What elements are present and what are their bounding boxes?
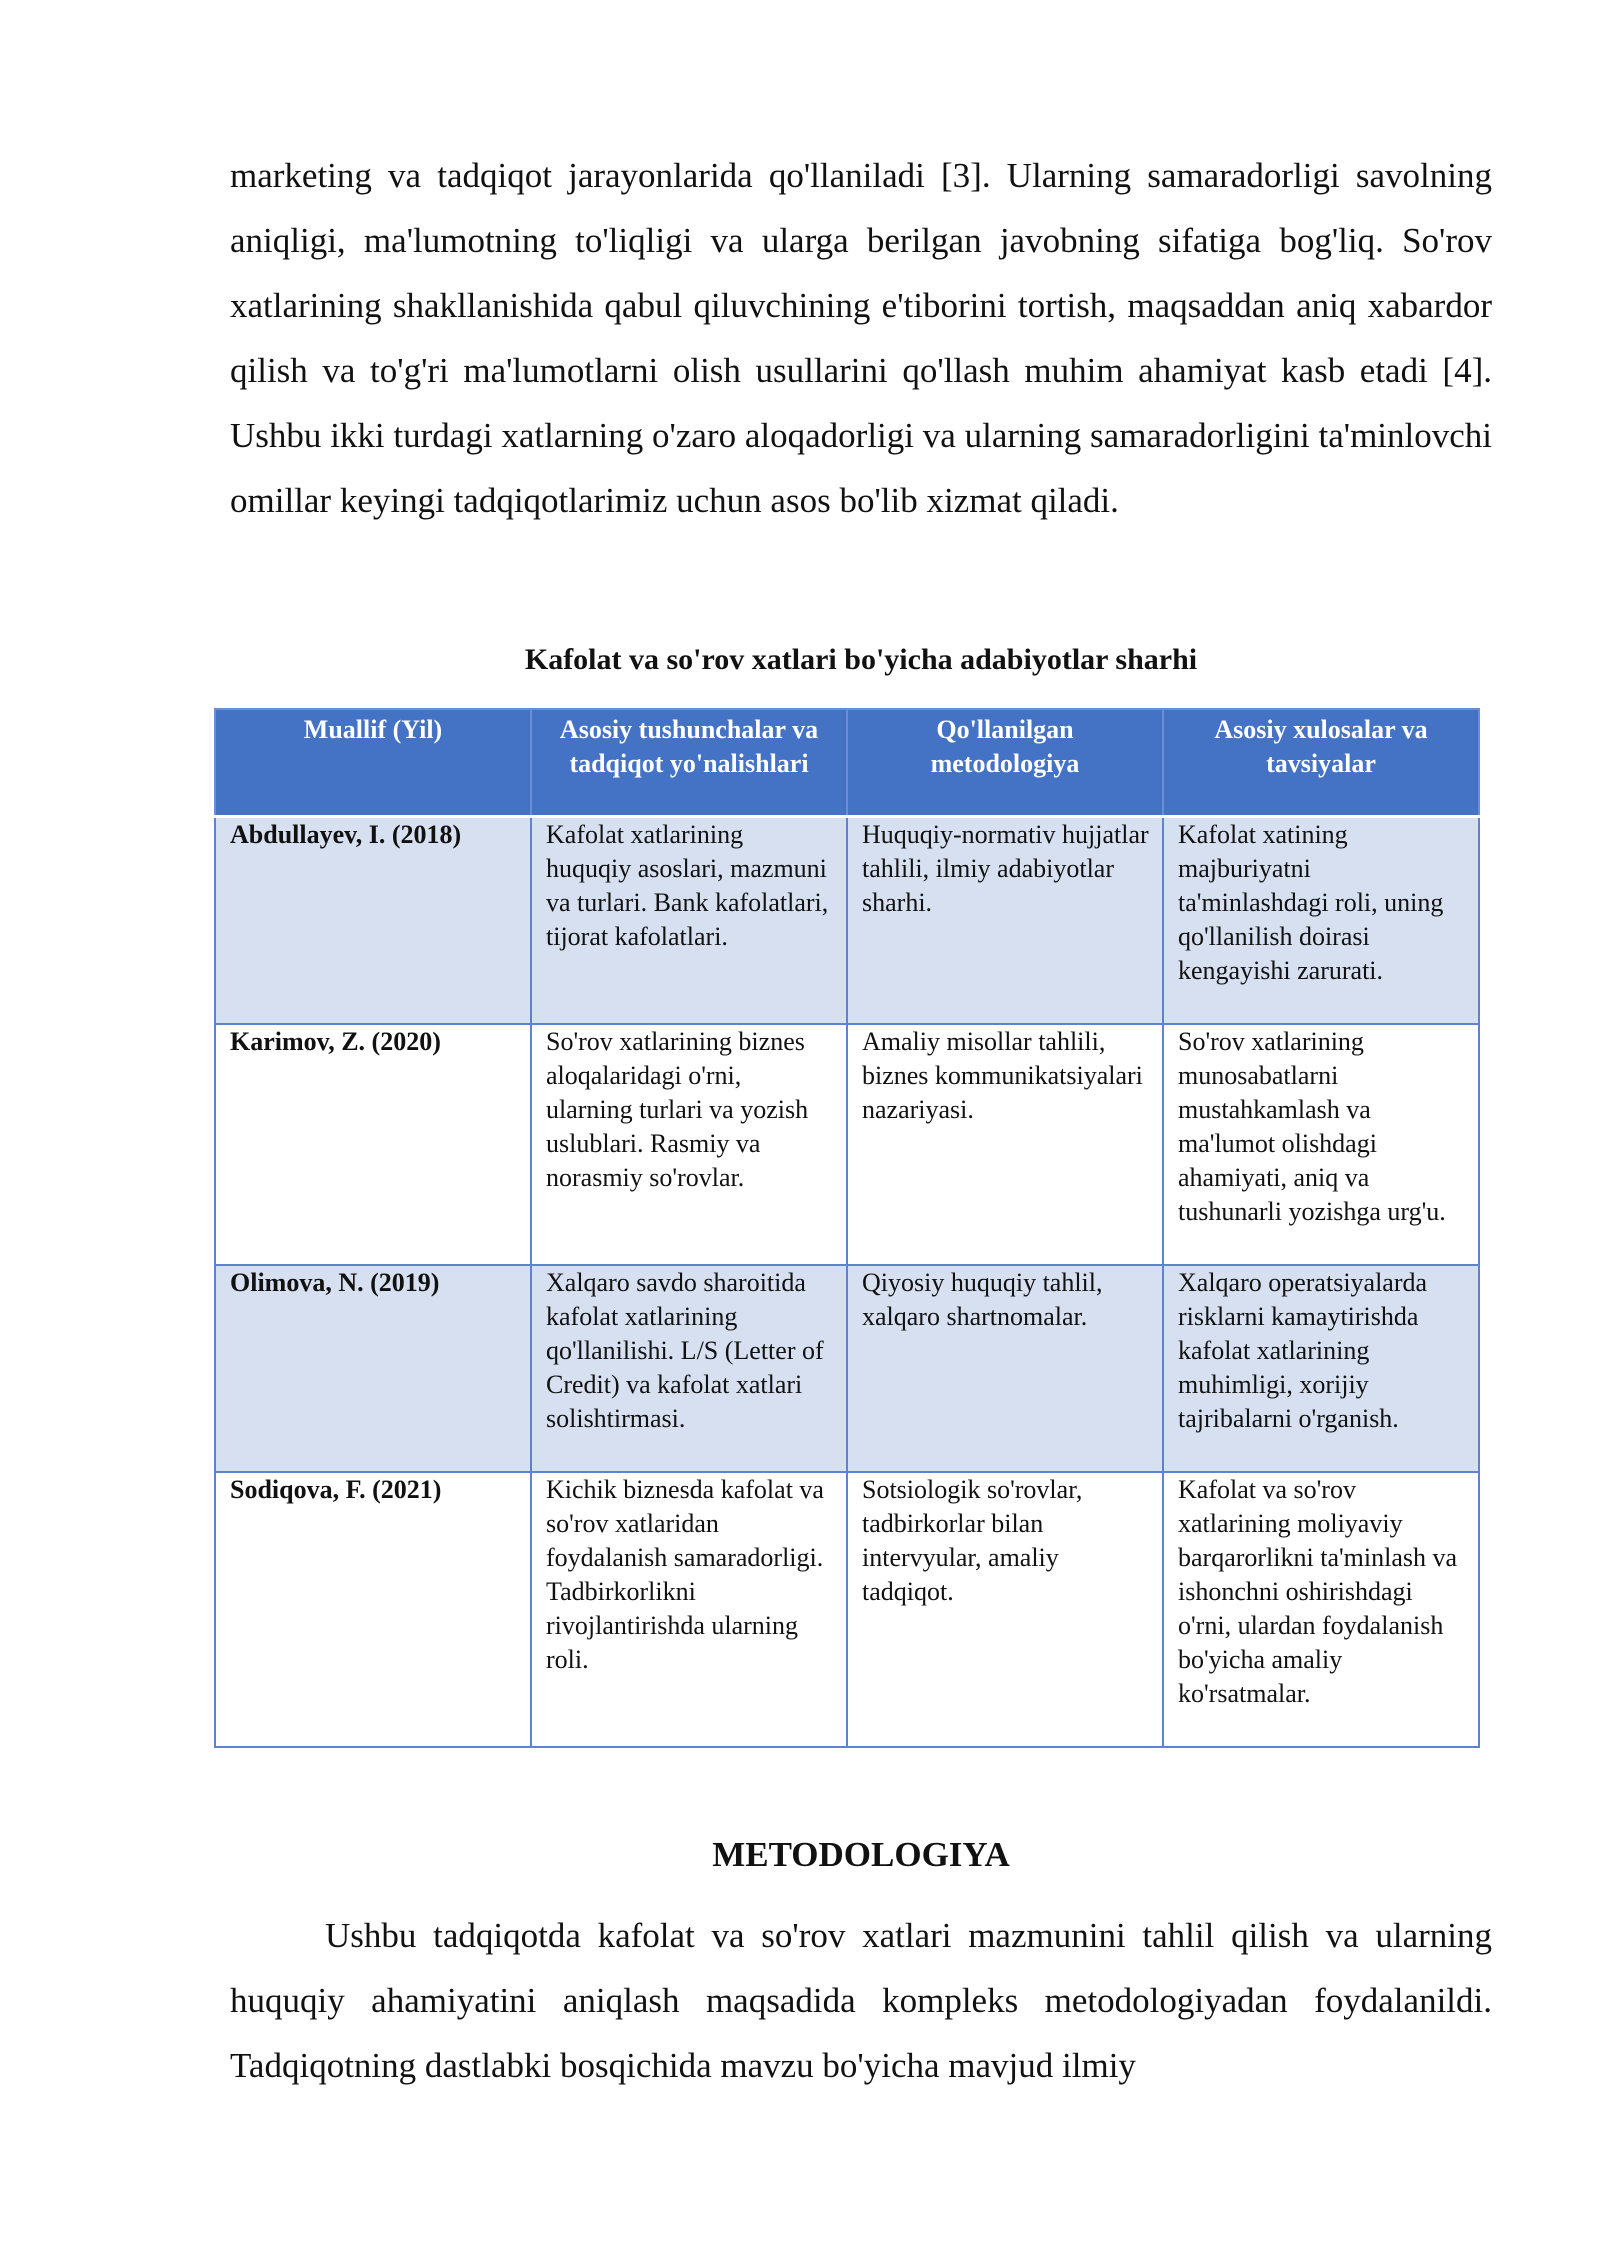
table-row bbox=[215, 1472, 1479, 1747]
header-conclusions: Asosiy xulosalar va tavsiyalar bbox=[1163, 709, 1479, 816]
cell-conclusions: So'rov xatlarining munosabatlarni mustahkamlash va ma'lumot olishdagi ahamiyati, aniq va tushunarli yozishga urg'u. bbox=[1163, 1024, 1479, 1265]
table-caption: Kafolat va so'rov xatlari bo'yicha adabiyotlar sharhi bbox=[524, 643, 1198, 676]
section-heading-methodology: METODOLOGIYA bbox=[712, 1835, 1010, 1874]
table-row bbox=[215, 816, 1479, 1024]
header-author-year: Muallif (Yil) bbox=[215, 709, 531, 816]
header-methodology: Qo'llanilgan metodologiya bbox=[847, 709, 1163, 816]
cell-methodology: Qiyosiy huquqiy tahlil, xalqaro shartnomalar. bbox=[847, 1265, 1163, 1472]
cell-author: Karimov, Z. (2020) bbox=[215, 1024, 531, 1265]
cell-conclusions: Xalqaro operatsiyalarda risklarni kamaytirishda kafolat xatlarining muhimligi, xorijiy tajribalarni o'rganish. bbox=[1163, 1265, 1479, 1472]
cell-methodology: Huquqiy-normativ hujjatlar tahlili, ilmiy adabiyotlar sharhi. bbox=[847, 816, 1163, 1024]
cell-methodology: Amaliy misollar tahlili, biznes kommunikatsiyalari nazariyasi. bbox=[847, 1024, 1163, 1265]
cell-conclusions: Kafolat xatining majburiyatni ta'minlashdagi roli, uning qo'llanilish doirasi kengayishi zarurati. bbox=[1163, 816, 1479, 1024]
cell-concepts: So'rov xatlarining biznes aloqalaridagi o'rni, ularning turlari va yozish uslublari. Rasmiy va norasmiy so'rovlar. bbox=[531, 1024, 847, 1265]
header-concepts: Asosiy tushunchalar va tadqiqot yo'nalishlari bbox=[531, 709, 847, 816]
methodology-paragraph: Ushbu tadqiqotda kafolat va so'rov xatlari mazmunini tahlil qilish va ularning huquqiy ahamiyatini aniqlash maqsadida kompleks metodologiyadan foydalanildi. Tadqiqotning dastlabki bosqichida mavzu bo'yicha mavjud ilmiy bbox=[230, 1916, 1492, 2085]
cell-concepts: Xalqaro savdo sharoitida kafolat xatlarining qo'llanilishi. L/S (Letter of Credit) va kafolat xatlari solishtirmasi. bbox=[531, 1265, 847, 1472]
cell-conclusions: Kafolat va so'rov xatlarining moliyaviy barqarorlikni ta'minlash va ishonchni oshirishdagi o'rni, ulardan foydalanish bo'yicha amaliy ko'rsatmalar. bbox=[1163, 1472, 1479, 1747]
table-row bbox=[215, 1265, 1479, 1472]
cell-concepts: Kichik biznesda kafolat va so'rov xatlaridan foydalanish samaradorligi. Tadbirkorlikni rivojlantirishda ularning roli. bbox=[531, 1472, 847, 1747]
literature-review-table bbox=[214, 708, 1480, 1748]
cell-author: Abdullayev, I. (2018) bbox=[215, 816, 531, 1024]
cell-concepts: Kafolat xatlarining huquqiy asoslari, mazmuni va turlari. Bank kafolatlari, tijorat kafolatlari. bbox=[531, 816, 847, 1024]
table-row bbox=[215, 1024, 1479, 1265]
table-header-row bbox=[215, 709, 1479, 816]
cell-author: Olimova, N. (2019) bbox=[215, 1265, 531, 1472]
intro-paragraph: marketing va tadqiqot jarayonlarida qo'llaniladi [3]. Ularning samaradorligi savolning aniqligi, ma'lumotning to'liqligi va ularga berilgan javobning sifatiga bog'liq. So'rov xatlarining shakllanishida qabul qiluvchining e'tiborini tortish, maqsaddan aniq xabardor qilish va to'g'ri ma'lumotlarni olish usullarini qo'llash muhim ahamiyat kasb etadi [4]. Ushbu ikki turdagi xatlarning o'zaro aloqadorligi va ularning samaradorligini ta'minlovchi omillar keyingi tadqiqotlarimiz uchun asos bo'lib xizmat qiladi. bbox=[230, 156, 1492, 520]
cell-methodology: Sotsiologik so'rovlar, tadbirkorlar bilan intervyular, amaliy tadqiqot. bbox=[847, 1472, 1163, 1747]
cell-author: Sodiqova, F. (2021) bbox=[215, 1472, 531, 1747]
